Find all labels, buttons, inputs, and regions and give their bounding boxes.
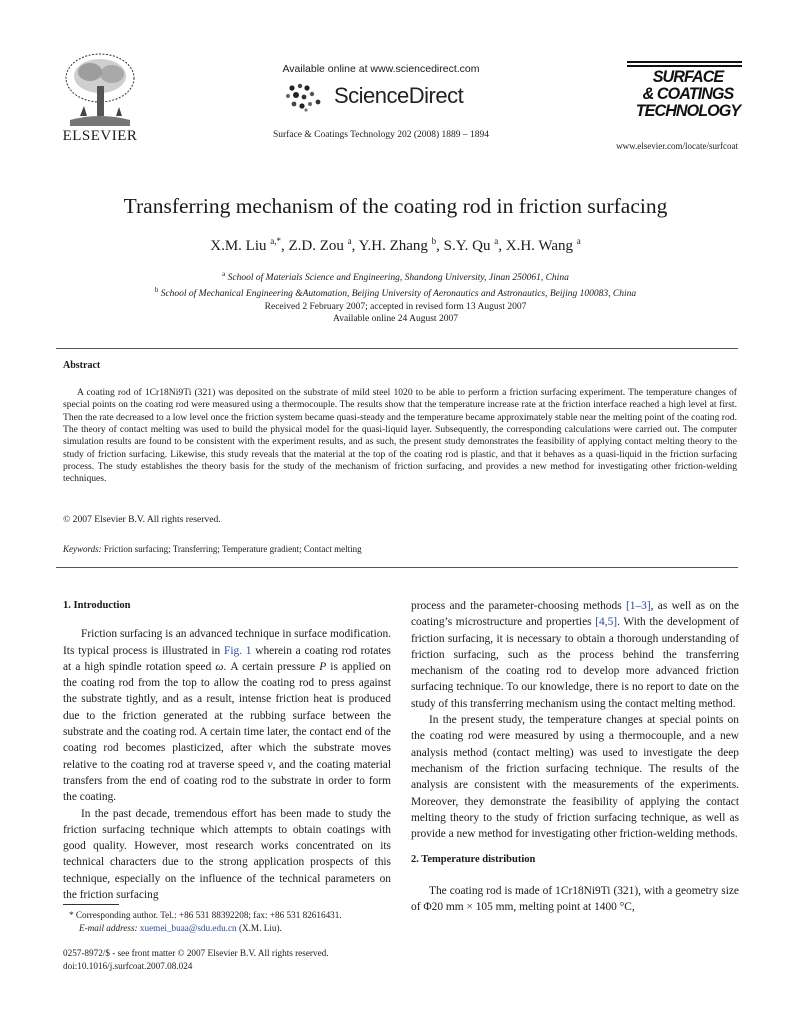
author[interactable]: X.M. Liu $^{a,*}$: [210, 236, 281, 254]
section-heading-temperature: 2. Temperature distribution: [411, 854, 536, 866]
sciencedirect-logo[interactable]: [282, 80, 502, 114]
section-heading-introduction: 1. Introduction: [63, 600, 131, 611]
email-link[interactable]: xuemei_buaa@sdu.edu.cn: [139, 923, 237, 933]
author[interactable]: S.Y. Qu $^a$: [443, 236, 499, 254]
issn-line: 0257-8972/$ - see front matter © 2007 Elsevier B.V. All rights reserved.: [63, 948, 329, 958]
body-column-left: [63, 598, 391, 903]
abstract-copyright: © 2007 Elsevier B.V. All rights reserved.: [63, 514, 221, 525]
affiliations: [40, 268, 751, 300]
paragraph: In the present study, the temperature changes at special points on the coating rod were measured by using a thermocouple, and a new analysis method (contact melting) was used to investigate the deep mechanism of the friction surfacing technique. The results of the analysis are consistent with the measurements of the experiments. Moreover, they demonstrate the feasibility of applying the contact melting theory to the study of friction surfacing technique, as well as provide a new method for investigating other friction-welding methods.: [411, 714, 739, 841]
journal-logo-text: SURFACE & COATINGS TECHNOLOGY: [635, 67, 741, 120]
available-date: Available online 24 August 2007: [333, 314, 458, 324]
reference-link[interactable]: [1–3]: [625, 600, 651, 612]
paragraph: Friction surfacing is an advanced technique in surface modification. Its typical process is illustrated in Fig. 1 wherein a coating rod rotates at a high spindle rotation speed ω. A certain pressure P is applied on the coating rod from the top to allow the coating rod to press against the substrate tightly, and as a result, intense friction heat is produced due to the friction generated at the rubbing surface between the substrate and the coating rod. A certain time later, the contact end of the coating rod becomes plasticized, after which the substrate moves relative to the coating rod at traverse speed v, and the coating material transfers from the end of coating rod to the substrate in order to form the coating.: [63, 628, 391, 804]
available-online[interactable]: Available online at www.sciencedirect.com: [282, 63, 480, 75]
elsevier-wordmark: ELSEVIER: [62, 128, 138, 144]
email-label: E-mail address:: [79, 923, 138, 933]
corresponding-footnote: * Corresponding author. Tel.: +86 531 88392208; fax: +86 531 82616431. E-mail address: xuemei_buaa@sdu.edu.cn (X.M. Liu).: [63, 909, 393, 935]
journal-url[interactable]: www.elsevier.com/locate/surfcoat: [616, 141, 738, 151]
author-list: X.M. Liu $^{a,*}$, Z.D. Zou $^a$, Y.H. Zhang $^b$, S.Y. Qu $^a$, X.H. Wang $^a$: [210, 236, 581, 254]
sciencedirect-dots-icon: [282, 82, 332, 112]
elsevier-logo: [58, 48, 142, 148]
author[interactable]: Z.D. Zou $^a$: [288, 236, 352, 254]
affiliation-b: $^b$ School of Mechanical Engineering &Automation, Beijing University of Aeronautics and Astronautics, Beijing 100083, China: [154, 286, 637, 300]
front-matter: [63, 947, 393, 972]
doi[interactable]: doi:10.1016/j.surfcoat.2007.08.024: [63, 960, 193, 971]
paragraph: process and the parameter-choosing methods [1–3], as well as on the coating’s microstructure and properties [4,5]. With the development of friction surfacing, it is necessary to obtain a thorough understanding of friction surfacing, such as the process behind the transferring mechanism of the coating rod to develop more advanced friction surfacing technique. To our knowledge, there is no report to date on the study of this transferring mechanism using the contact melting method.: [411, 600, 739, 710]
footnote-divider: [63, 904, 119, 905]
reference-link[interactable]: [4,5]: [595, 616, 618, 629]
sciencedirect-wordmark: ScienceDirect: [334, 83, 464, 108]
divider: [56, 348, 738, 349]
divider: [56, 567, 738, 568]
article-history: [40, 301, 751, 325]
author[interactable]: X.H. Wang $^a$: [505, 236, 581, 254]
journal-logo: [610, 58, 760, 130]
affiliation-a: $^a$ School of Materials Science and Engineering, Shandong University, Jinan 250061, China: [222, 270, 569, 284]
article-title: Transferring mechanism of the coating rod in friction surfacing: [123, 194, 668, 218]
abstract-text: A coating rod of 1Cr18Ni9Ti (321) was deposited on the substrate of mild steel 1020 to be able to perform a friction surfacing experiment. The temperature changes of special points on the coating rod were measured using a thermocouple. The results show that the temperature increase rate at the friction interface reached a high level at first. Then the rate decreased to a low level once the friction system became quasi-steady and the temperature became approximately stable near the melting point of the coating rod. The theory of contact melting was used to build the physical model for the quasi-liquid layer. Subsequently, the corresponding calculations were carried out. The computer simulation results are found to be consistent with the experiment results, and as such, the present study demonstrates the feasibility of applying contact melting theory to the study of friction surfacing. Likewise, this study reveals that the material at the top of the coating rod is plastic, and that it behaves as a quasi-liquid in the friction surfacing process. The study establishes the theory basis for the study of the mechanism of friction surfacing, and provides a new method for investigating other friction-welding techniques.: [63, 387, 737, 485]
keywords-list: Friction surfacing; Transferring; Temperature gradient; Contact melting: [103, 544, 362, 554]
figure-ref-link[interactable]: Fig. 1: [224, 644, 252, 657]
received-date: Received 2 February 2007; accepted in revised form 13 August 2007: [264, 302, 527, 312]
journal-citation: Surface & Coatings Technology 202 (2008) 1889 – 1894: [272, 130, 490, 140]
keywords: [63, 544, 362, 554]
paragraph: The coating rod is made of 1Cr18Ni9Ti (321), with a geometry size of Φ20 mm × 105 mm, melting point at 1400 °C,: [411, 884, 739, 914]
journal-logo-rule: [627, 61, 742, 63]
abstract-heading: Abstract: [63, 360, 101, 371]
keywords-label: Keywords:: [63, 544, 102, 554]
paragraph: In the past decade, tremendous effort has been made to study the friction surfacing technique which attempts to obtain coatings with good quality. However, most research works concentrated on its technical characters due to the strong application prospects of this technique, especially on the influence of the technical parameters on the friction surfacing: [63, 807, 391, 902]
body-column-right: [411, 598, 739, 915]
corresponding-author: * Corresponding author. Tel.: +86 531 88392208; fax: +86 531 82616431.: [69, 910, 342, 920]
elsevier-tree-icon: [60, 48, 140, 128]
author[interactable]: Y.H. Zhang $^b$: [358, 236, 437, 254]
